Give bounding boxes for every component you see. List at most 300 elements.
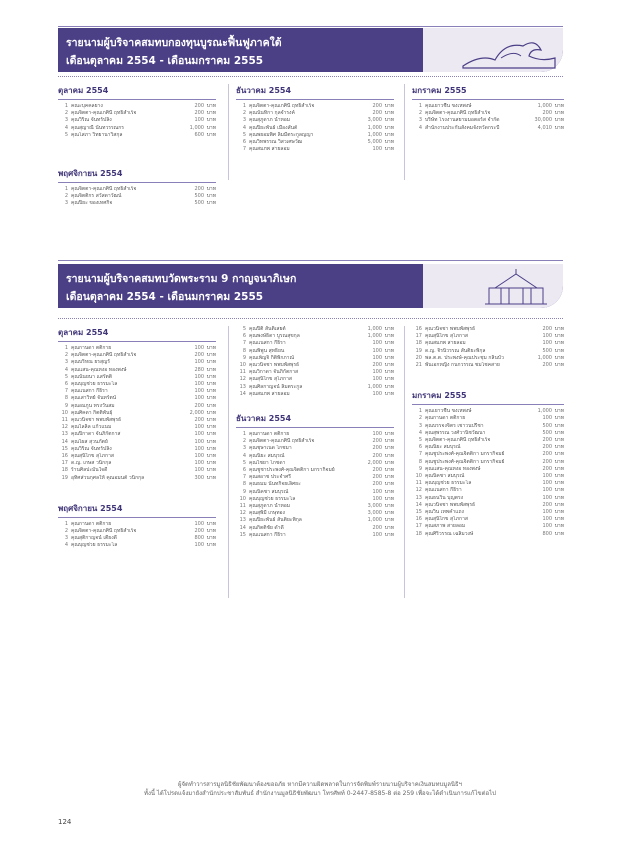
row-number: 17 xyxy=(415,333,422,340)
row-number: 10 xyxy=(239,362,246,369)
donation-amount: 100 xyxy=(372,495,382,502)
donor-name: คุณอมภูน ทรงวันสม xyxy=(71,402,115,409)
column-divider xyxy=(228,84,229,180)
currency-unit: บาท xyxy=(554,451,564,458)
donation-amount: 100 xyxy=(542,516,552,523)
donation-amount: 200 xyxy=(194,110,204,117)
donor-row xyxy=(236,103,394,110)
donor-name: คุณปิยะพันธ์ เมืองสันต์ xyxy=(249,124,298,131)
donation-amount: 100 xyxy=(542,480,552,487)
donation-amount: 3,000 xyxy=(367,117,382,124)
row-number: 16 xyxy=(61,453,68,460)
row-number: 18 xyxy=(415,530,422,537)
currency-unit: บาท xyxy=(206,186,216,193)
donor-row xyxy=(236,517,394,524)
row-number: 21 xyxy=(415,362,422,369)
donor-name: คุณสุพรรณ วงศ์วานิชวัฒนา xyxy=(425,429,486,436)
currency-unit: บาท xyxy=(206,359,216,366)
currency-unit: บาท xyxy=(384,383,394,390)
donor-row xyxy=(412,516,564,523)
donor-name: คุณกานดา ตติกาย xyxy=(425,415,466,422)
currency-unit: บาท xyxy=(384,510,394,517)
donor-row xyxy=(236,348,394,355)
donor-name: คุณแสน-คุณหงอ ทองพงษ์ xyxy=(425,465,481,472)
donation-amount: 100 xyxy=(194,373,204,380)
donor-row xyxy=(236,460,394,467)
donor-name: คุณจิตตา-คุณเกศินี ฤทธิ์สำเร็จ xyxy=(71,528,137,535)
donor-name: คุณชูชาประพงศ์-คุณจิตติกา มกรากิจมย์ xyxy=(249,467,335,474)
donor-list xyxy=(58,345,216,482)
donor-name: คุณนิยะ สมบุรณ์ xyxy=(249,452,285,459)
donor-name: คุณสุนิไกข สุโภกาส xyxy=(425,516,468,523)
section1-subtitle: เดือนตุลาคม 2554 - เดือนมกราคม 2555 xyxy=(66,55,264,67)
donation-amount: 200 xyxy=(372,474,382,481)
donor-name: คุณแนสกา กีธิรา xyxy=(249,531,286,538)
donor-name: คุณสอาช ประจำศรี xyxy=(249,474,291,481)
donor-name: คุณจิตตา-คุณเกศินี ฤทธิ์สำเร็จ xyxy=(71,110,137,117)
row-number: 2 xyxy=(64,193,68,200)
row-number: 8 xyxy=(242,347,246,354)
donor-row xyxy=(236,139,394,146)
currency-unit: บาท xyxy=(554,501,564,508)
section2-subtitle: เดือนตุลาคม 2554 - เดือนมกราคม 2555 xyxy=(66,291,264,303)
donor-row xyxy=(412,340,564,347)
donor-name: คุณบุญช่วย ธรรมะโล xyxy=(249,495,296,502)
currency-unit: บาท xyxy=(206,117,216,124)
currency-unit: บาท xyxy=(554,480,564,487)
donor-row xyxy=(236,376,394,383)
row-number: 7 xyxy=(418,451,422,458)
row-number: 4 xyxy=(418,124,422,131)
donation-amount: 1,000 xyxy=(367,383,382,390)
currency-unit: บาท xyxy=(384,524,394,531)
donor-row xyxy=(412,326,564,333)
donor-name: คุณวิกาดา จันภิกัตกาส xyxy=(249,369,299,376)
currency-unit: บาท xyxy=(554,117,564,124)
donor-row xyxy=(58,475,216,482)
row-number: 17 xyxy=(61,460,68,467)
donation-amount: 200 xyxy=(542,451,552,458)
month-heading: ตุลาคม 2554 xyxy=(58,326,216,342)
currency-unit: บาท xyxy=(384,376,394,383)
donation-amount: 100 xyxy=(194,431,204,438)
donation-amount: 100 xyxy=(194,424,204,431)
donor-name: คุณสมภพ สายลอม xyxy=(425,340,466,347)
row-number: 9 xyxy=(418,465,422,472)
row-number: 11 xyxy=(61,417,68,424)
row-number: 2 xyxy=(64,352,68,359)
currency-unit: บาท xyxy=(384,110,394,117)
donor-row xyxy=(412,362,564,369)
currency-unit: บาท xyxy=(384,467,394,474)
month-heading: ธันวาคม 2554 xyxy=(236,412,394,428)
donor-name: คุณสุนิไกข สุโภกาส xyxy=(71,453,114,460)
donation-amount: 1,000 xyxy=(537,408,552,415)
row-number: 2 xyxy=(64,528,68,535)
row-number: 6 xyxy=(242,467,246,474)
donor-row xyxy=(58,410,216,417)
donor-name: คุณวิทพรรณ วิสวเศษวัฒ xyxy=(249,139,303,146)
donor-row xyxy=(236,355,394,362)
row-number: 5 xyxy=(418,437,422,444)
row-number: 1 xyxy=(418,408,422,415)
currency-unit: บาท xyxy=(554,516,564,523)
row-number: 6 xyxy=(242,139,246,146)
donor-name: ด.ญ. จิรนิวรรณ สันติยะพิกุล xyxy=(425,347,486,354)
row-number: 3 xyxy=(418,422,422,429)
currency-unit: บาท xyxy=(206,345,216,351)
column-divider xyxy=(404,326,405,598)
donor-list xyxy=(412,326,564,369)
donation-amount: 100 xyxy=(542,487,552,494)
donor-row xyxy=(58,186,216,193)
section2-title: รายนามผู้บริจาคสมทบวัดพระราม 9 กาญจนาภิเษก xyxy=(66,273,297,285)
donor-row xyxy=(58,542,216,549)
donor-list xyxy=(412,408,564,538)
donation-amount: 200 xyxy=(542,437,552,444)
currency-unit: บาท xyxy=(554,530,564,537)
donor-row xyxy=(58,417,216,424)
currency-unit: บาท xyxy=(384,452,394,459)
donation-amount: 200 xyxy=(194,402,204,409)
donor-name: คุณจิตตา-คุณเกศินี ฤทธิ์สำเร็จ xyxy=(71,186,137,193)
donor-list xyxy=(58,521,216,550)
row-number: 3 xyxy=(64,117,68,124)
row-number: 7 xyxy=(64,388,68,395)
donor-name: คุณปิกาดา จันภิกัตกาส xyxy=(71,431,121,438)
donation-amount: 500 xyxy=(542,422,552,429)
donation-amount: 200 xyxy=(372,445,382,452)
donor-name: คุณจิตตา-คุณเกศินี ฤทธิ์สำเร็จ xyxy=(425,437,491,444)
currency-unit: บาท xyxy=(554,429,564,436)
donor-row xyxy=(412,466,564,473)
row-number: 5 xyxy=(64,131,68,138)
donation-amount: 100 xyxy=(372,347,382,354)
currency-unit: บาท xyxy=(206,542,216,549)
currency-unit: บาท xyxy=(384,103,394,109)
donor-row xyxy=(58,446,216,453)
donation-amount: 500 xyxy=(194,193,204,200)
donor-name: คุณจิตติกร สวัสดาวัฒน์ xyxy=(71,193,122,200)
donor-name: คุณบุญช่วย ธรรมะโล xyxy=(425,480,472,487)
donor-name: คุณธมม นันทกิจยเลิศยะ xyxy=(249,481,301,488)
row-number: 5 xyxy=(64,373,68,380)
row-number: 4 xyxy=(64,542,68,549)
donor-name: คุณวิน เทพคำแถง xyxy=(425,509,464,516)
row-number: 11 xyxy=(239,369,246,376)
donor-row xyxy=(236,326,394,333)
donation-amount: 1,000 xyxy=(367,326,382,332)
donation-amount: 200 xyxy=(542,326,552,332)
donor-row xyxy=(58,403,216,410)
donor-name: คุณศิลกาญจน์ ลิ่มตระกูล xyxy=(249,383,303,390)
currency-unit: บาท xyxy=(206,352,216,359)
row-number: 5 xyxy=(242,131,246,138)
currency-unit: บาท xyxy=(384,488,394,495)
donor-name: คุณชูประพงศ์-คุณจิตติกา มกรากิจมย์ xyxy=(425,451,505,458)
currency-unit: บาท xyxy=(206,124,216,131)
section2-top-rule xyxy=(58,260,563,261)
donor-row xyxy=(58,103,216,110)
currency-unit: บาท xyxy=(206,417,216,424)
donor-row xyxy=(236,146,394,153)
currency-unit: บาท xyxy=(554,362,564,369)
row-number: 3 xyxy=(64,535,68,542)
donor-name: คุณนันทิกา กุลจำรงค์ xyxy=(249,110,295,117)
donor-name: คุณแนสกา กีธิรา xyxy=(71,388,108,395)
currency-unit: บาท xyxy=(206,474,216,481)
donation-amount: 100 xyxy=(194,395,204,402)
donor-row xyxy=(236,489,394,496)
donation-amount: 100 xyxy=(542,340,552,347)
currency-unit: บาท xyxy=(206,438,216,445)
currency-unit: บาท xyxy=(384,517,394,524)
column-divider xyxy=(228,326,229,598)
currency-unit: บาท xyxy=(554,408,564,415)
donor-name: ด.ญ. เกษส วนิกกุล xyxy=(71,460,112,467)
row-number: 15 xyxy=(415,509,422,516)
donor-row xyxy=(412,444,564,451)
donor-row xyxy=(58,359,216,366)
currency-unit: บาท xyxy=(384,333,394,340)
currency-unit: บาท xyxy=(554,326,564,332)
currency-unit: บาท xyxy=(384,531,394,538)
donor-row xyxy=(236,362,394,369)
donor-row xyxy=(236,445,394,452)
donation-amount: 200 xyxy=(372,438,382,445)
donation-amount: 280 xyxy=(194,366,204,373)
donor-row xyxy=(58,467,216,474)
donation-amount: 4,010 xyxy=(537,124,552,131)
donor-row xyxy=(236,510,394,517)
row-number: 2 xyxy=(418,415,422,422)
donor-name: คุณศิริวรรณ เฉลิมวงษ์ xyxy=(425,530,474,537)
temple-icon xyxy=(481,268,551,306)
currency-unit: บาท xyxy=(206,110,216,117)
currency-unit: บาท xyxy=(384,503,394,510)
currency-unit: บาท xyxy=(206,467,216,474)
currency-unit: บาท xyxy=(206,402,216,409)
donor-name: คุณพงษ์ธิดา บูรณสุขกุล xyxy=(249,333,300,340)
donor-name: คุณโสภา วิทยานาวิสกุล xyxy=(71,131,123,138)
donor-row xyxy=(236,384,394,391)
row-number: 4 xyxy=(418,429,422,436)
donor-name: คุณนิยะ สมบุรณ์ xyxy=(425,444,461,451)
row-number: 1 xyxy=(242,103,246,109)
currency-unit: บาท xyxy=(206,103,216,109)
currency-unit: บาท xyxy=(554,523,564,530)
top-rule xyxy=(58,26,563,27)
donor-row xyxy=(236,525,394,532)
donation-amount: 500 xyxy=(194,200,204,207)
month-heading: พฤศจิกายน 2554 xyxy=(58,502,216,518)
row-number: 13 xyxy=(239,383,246,390)
currency-unit: บาท xyxy=(554,347,564,354)
footer-note xyxy=(100,780,540,798)
column-divider xyxy=(404,84,405,180)
row-number: 1 xyxy=(242,431,246,438)
donor-name: คุณชูประพงศ์-คุณจิตติกา มกรากิจมย์ xyxy=(425,458,505,465)
donor-row xyxy=(412,480,564,487)
section1-rule xyxy=(58,76,563,77)
donor-name: คุณปิยะพันธ์ สันติยะพิกุล xyxy=(249,517,302,524)
donation-amount: 800 xyxy=(194,535,204,542)
donor-name: คุณเยาวชื่น ขงเหพงษ์ xyxy=(425,408,472,415)
donation-amount: 200 xyxy=(372,103,382,109)
donor-name: พล.ต.ต. ประพงษ์-คุณประชุม กลิ่นบัว xyxy=(425,354,504,361)
donor-name: คุณไลลิล แก้วแนม xyxy=(71,424,112,431)
donor-row xyxy=(412,423,564,430)
donation-amount: 500 xyxy=(542,347,552,354)
row-number: 9 xyxy=(64,402,68,409)
donation-amount: 100 xyxy=(194,453,204,460)
donor-row xyxy=(58,367,216,374)
row-number: 7 xyxy=(242,146,246,153)
donor-row xyxy=(58,460,216,467)
donation-amount: 500 xyxy=(542,429,552,436)
donation-amount: 100 xyxy=(542,494,552,501)
donor-name: สำนักงานประกันสังคมจังหวัดกระบี่ xyxy=(425,124,500,131)
donor-row xyxy=(236,474,394,481)
donor-name: คุณนิคชา สมบุรณ์ xyxy=(425,473,465,480)
currency-unit: บาท xyxy=(384,369,394,376)
donor-row xyxy=(412,502,564,509)
donor-row xyxy=(236,503,394,510)
donation-amount: 100 xyxy=(194,359,204,366)
currency-unit: บาท xyxy=(384,117,394,124)
donor-name: คุณสุญาณี นันทวรรณกร xyxy=(71,124,124,131)
month-heading: ธันวาคม 2554 xyxy=(236,84,394,100)
donor-row xyxy=(58,117,216,124)
currency-unit: บาท xyxy=(384,459,394,466)
donor-name: คุณปิยะ ของเทศกิจ xyxy=(71,200,113,207)
donation-amount: 100 xyxy=(194,542,204,549)
currency-unit: บาท xyxy=(384,362,394,369)
row-number: 16 xyxy=(415,516,422,523)
donation-amount: 100 xyxy=(194,445,204,452)
currency-unit: บาท xyxy=(554,422,564,429)
donation-amount: 100 xyxy=(542,473,552,480)
currency-unit: บาท xyxy=(384,139,394,146)
donation-amount: 200 xyxy=(194,528,204,535)
donor-row xyxy=(236,117,394,124)
row-number: 6 xyxy=(64,381,68,388)
donor-name: คุณสมภพ สายลอม xyxy=(249,390,290,397)
row-number: 4 xyxy=(64,366,68,373)
row-number: 14 xyxy=(61,438,68,445)
month-heading: มกราคม 2555 xyxy=(412,84,564,100)
currency-unit: บาท xyxy=(554,509,564,516)
currency-unit: บาท xyxy=(554,473,564,480)
donation-amount: 200 xyxy=(542,501,552,508)
currency-unit: บาท xyxy=(384,445,394,452)
currency-unit: บาท xyxy=(384,438,394,445)
donor-name: คุณไชยา โกชดา xyxy=(249,459,286,466)
section1-title: รายนามผู้บริจาคสมทบกองทุนบูรณะฟื้นฟูภาคใต้ xyxy=(66,37,282,49)
row-number: 6 xyxy=(242,333,246,340)
section2-col3 xyxy=(412,326,564,538)
section1-col2 xyxy=(236,84,394,153)
donor-name: คุณพยอมพิศ ลิ้มมีตระกูลญญา xyxy=(249,131,314,138)
donor-row xyxy=(412,509,564,516)
donor-row xyxy=(236,467,394,474)
row-number: 15 xyxy=(61,445,68,452)
donor-row xyxy=(412,495,564,502)
donation-amount: 100 xyxy=(542,333,552,340)
footer-line2: ทั้งนี้ ได้โปรดแจ้งมายังสำนักประชาสัมพันธ์ สำนักงานมูลนิธิชัยพัฒนา โทรศัพท์ 0-2447-8585-8 ต่อ 259 เพื่อจะได้ดำเนินการแก้ไขต่อไป xyxy=(144,790,496,797)
section1-col1 xyxy=(58,84,216,208)
currency-unit: บาท xyxy=(554,487,564,494)
row-number: 4 xyxy=(242,124,246,131)
donor-name: คุณนันยนา แสรัตติ xyxy=(71,373,113,380)
donor-name: คุณสุนิไกข สุโภกาส xyxy=(425,333,468,340)
currency-unit: บาท xyxy=(554,444,564,451)
footer-line1: ผู้จัดทำวารสารมูลนิธิชัยพัฒนาต้องขออภัย หากมีความผิดพลาดในการจัดพิมพ์รายนามผู้บริจาคเงินสมทบมูลนิธิฯ xyxy=(177,781,463,788)
currency-unit: บาท xyxy=(384,495,394,502)
donation-amount: 30,000 xyxy=(534,117,552,124)
row-number: 3 xyxy=(418,117,422,124)
currency-unit: บาท xyxy=(206,431,216,438)
currency-unit: บาท xyxy=(384,146,394,153)
donation-amount: 200 xyxy=(372,481,382,488)
donor-name: อุทิศส่วนกุศลให้ คุณอมนต์ วนิกกุล xyxy=(71,474,145,481)
donor-row xyxy=(412,103,564,110)
row-number: 6 xyxy=(418,444,422,451)
donation-amount: 200 xyxy=(542,465,552,472)
donation-amount: 200 xyxy=(372,362,382,369)
donation-amount: 1,000 xyxy=(367,131,382,138)
donation-amount: 1,000 xyxy=(189,124,204,131)
row-number: 18 xyxy=(61,467,68,474)
row-number: 19 xyxy=(61,474,68,481)
row-number: 2 xyxy=(242,438,246,445)
donation-amount: 100 xyxy=(194,467,204,474)
currency-unit: บาท xyxy=(206,528,216,535)
donation-amount: 100 xyxy=(542,523,552,530)
donor-row xyxy=(236,481,394,488)
page-number: 124 xyxy=(58,818,72,826)
donation-amount: 100 xyxy=(194,381,204,388)
donor-list xyxy=(58,186,216,208)
row-number: 2 xyxy=(242,110,246,117)
donor-name: คุณเยาวชื่น ขงเหพงษ์ xyxy=(425,103,472,109)
row-number: 10 xyxy=(239,495,246,502)
donor-name: คุณเสาวิทย์ จันทร์ตน์ xyxy=(71,395,117,402)
row-number: 1 xyxy=(64,186,68,193)
donor-name: คุณจิตตา-คุณเกศินี ฤทธิ์สำเร็จ xyxy=(249,438,315,445)
currency-unit: บาท xyxy=(206,395,216,402)
donor-row xyxy=(412,473,564,480)
donor-name: คุณวนิจชา พพบพัสพุรธ์ xyxy=(425,501,476,508)
donor-row xyxy=(58,110,216,117)
donation-amount: 100 xyxy=(372,431,382,438)
donor-row xyxy=(412,110,564,117)
donor-row xyxy=(412,348,564,355)
currency-unit: บาท xyxy=(206,445,216,452)
donation-amount: 1,000 xyxy=(367,333,382,340)
donor-row xyxy=(236,132,394,139)
donor-name: ร้านศิลปะมั่นใจดี xyxy=(71,467,108,474)
donor-row xyxy=(412,415,564,422)
donation-amount: 100 xyxy=(372,340,382,347)
donor-row xyxy=(412,333,564,340)
row-number: 14 xyxy=(415,501,422,508)
donor-row xyxy=(236,431,394,438)
donation-amount: 200 xyxy=(194,417,204,424)
donor-name: คุณจิตตา-คุณเกศินี ฤทธิ์สำเร็จ xyxy=(71,352,137,359)
donor-row xyxy=(236,496,394,503)
row-number: 9 xyxy=(242,354,246,361)
